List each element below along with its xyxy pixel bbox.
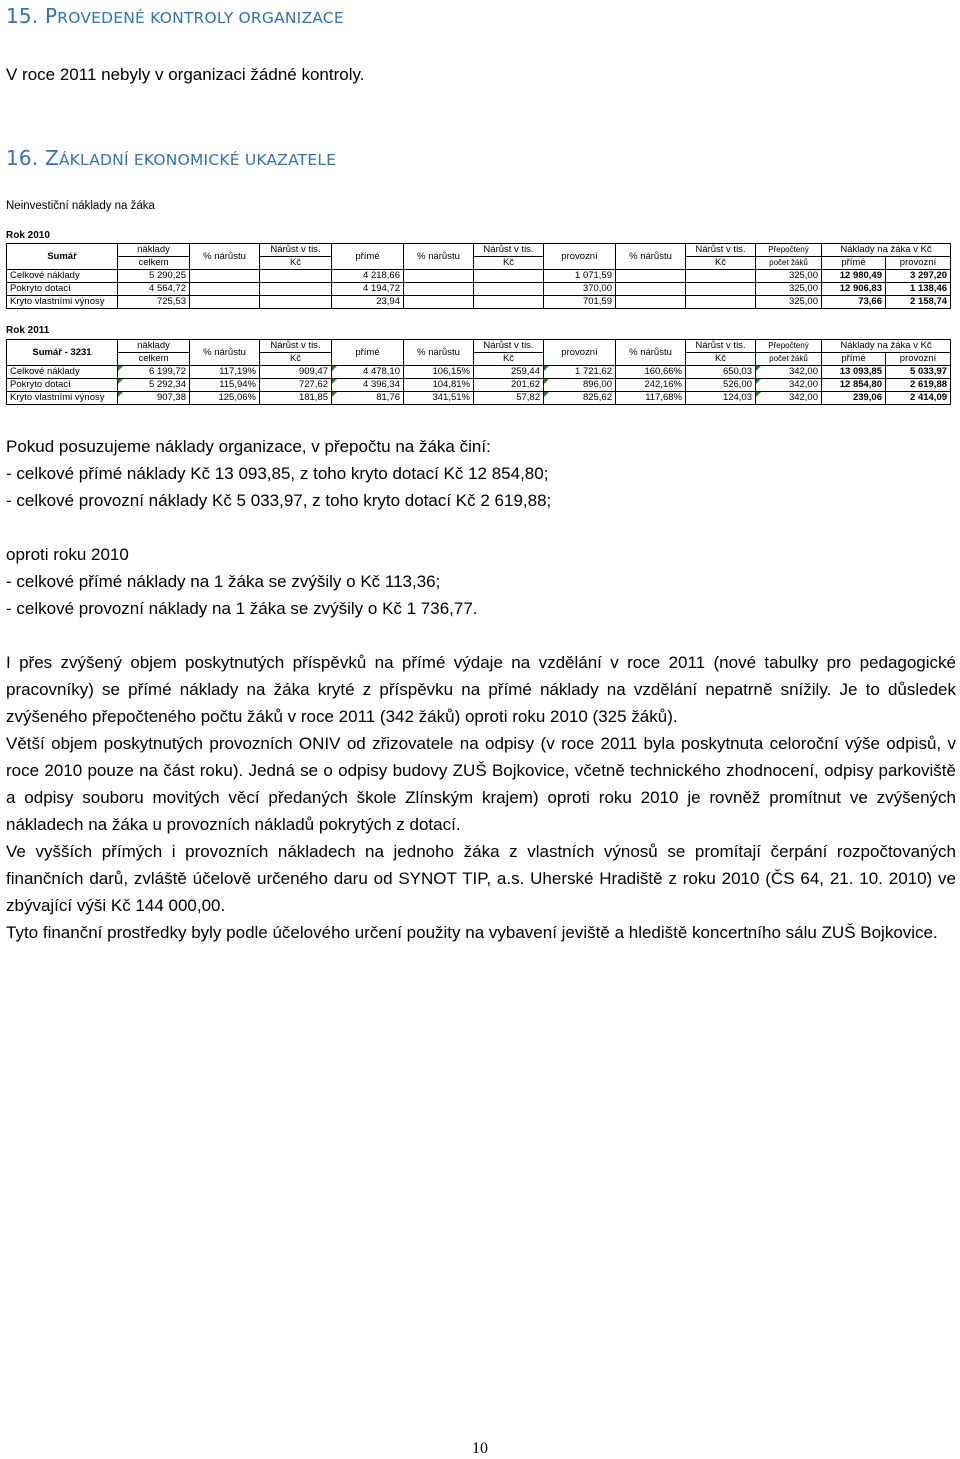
paragraph: Tyto finanční prostředky byly podle účelového určení použity na vybavení jeviště a hlediště koncertního sálu ZUŠ Bojkovice.: [6, 923, 938, 942]
cell-celkem: 5 292,34: [118, 379, 190, 392]
cell-empty: [404, 270, 474, 283]
col-prime: přímé: [332, 340, 404, 366]
cell-nz-prime: 13 093,85: [822, 366, 886, 379]
col-naklady-celkem: náklady: [118, 340, 190, 353]
cell-pct: 160,66%: [616, 366, 686, 379]
col-naklady-na-zaka: Náklady na žáka v Kč: [822, 244, 951, 257]
cell-empty: [190, 296, 260, 309]
col-nz-prime: přímé: [822, 257, 886, 270]
table-row: [7, 296, 951, 309]
cell-prime: 81,76: [332, 392, 404, 405]
table-2011: [6, 339, 951, 405]
cell-nz-provozni: 3 297,20: [886, 270, 951, 283]
page-number: 10: [472, 1440, 488, 1457]
cell-empty: [190, 270, 260, 283]
table-header-row: [7, 244, 951, 257]
cell-nz-provozni: 2 158,74: [886, 296, 951, 309]
cell-pct: 104,81%: [404, 379, 474, 392]
col-prime: přímé: [332, 244, 404, 270]
col-narust: Nárůst v tis.: [474, 244, 544, 257]
cell-pocet: 325,00: [756, 296, 822, 309]
section-15-title: 15. PROVEDENÉ KONTROLY ORGANIZACE: [6, 4, 344, 28]
col-provozni: provozní: [544, 244, 616, 270]
col-naklady-celkem-2: celkem: [118, 353, 190, 366]
col-narust: Nárůst v tis.: [686, 244, 756, 257]
cell-pct: 106,15%: [404, 366, 474, 379]
cell-narust: 57,82: [474, 392, 544, 405]
row-label: Celkové náklady: [7, 270, 118, 283]
col-pct-narustu: % nárůstu: [616, 244, 686, 270]
cell-pct: 125,06%: [190, 392, 260, 405]
summary-line: oproti roku 2010: [6, 545, 129, 564]
cell-empty: [686, 283, 756, 296]
year-2011-label: Rok 2011: [6, 325, 50, 336]
cell-nz-prime: 12 854,80: [822, 379, 886, 392]
summary-line: - celkové provozní náklady na 1 žáka se zvýšily o Kč 1 736,77.: [6, 599, 478, 618]
cell-pct: 117,68%: [616, 392, 686, 405]
cell-provozni: 1 071,59: [544, 270, 616, 283]
cell-nz-prime: 239,06: [822, 392, 886, 405]
cell-pocet: 342,00: [756, 366, 822, 379]
cell-celkem: 4 564,72: [118, 283, 190, 296]
col-pct-narustu: % nárůstu: [616, 340, 686, 366]
cell-nz-provozni: 1 138,46: [886, 283, 951, 296]
col-nz-prime: přímé: [822, 353, 886, 366]
cell-celkem: 6 199,72: [118, 366, 190, 379]
col-pocet-zaku: počet žáků: [756, 353, 822, 366]
cell-pct: 117,19%: [190, 366, 260, 379]
cell-narust: 259,44: [474, 366, 544, 379]
col-narust-kc: Kč: [260, 257, 332, 270]
section-16-title: 16. ZÁKLADNÍ EKONOMICKÉ UKAZATELE: [6, 146, 337, 170]
col-narust: Nárůst v tis.: [260, 340, 332, 353]
col-pct-narustu: % nárůstu: [190, 244, 260, 270]
col-naklady-na-zaka: Náklady na žáka v Kč: [822, 340, 951, 353]
cell-empty: [616, 283, 686, 296]
cell-empty: [616, 270, 686, 283]
cell-provozni: 825,62: [544, 392, 616, 405]
table-header-row: [7, 257, 951, 270]
col-nz-provozni: provozní: [886, 353, 951, 366]
col-naklady-celkem: náklady: [118, 244, 190, 257]
col-pct-narustu: % nárůstu: [404, 244, 474, 270]
body-text: [6, 649, 956, 946]
cell-empty: [616, 296, 686, 309]
cell-nz-prime: 12 980,49: [822, 270, 886, 283]
paragraph: Větší objem poskytnutých provozních ONIV od zřizovatele na odpisy (v roce 2011 byla poskytnuta celoroční výše odpisů, v roce 2010 pouze na část roku). Jedná se o odpisy budovy ZUŠ Bojkovice, včetně technického zhodnocení, odpisy parkoviště a odpisy souboru movitých věcí předaných škole Zlínským krajem) oproti roku 2010 je rovněž promítnut ve zvýšených nákladech na žáka u provozních nákladů pokrytých z dotací.: [6, 734, 956, 834]
cell-nz-provozni: 2 619,88: [886, 379, 951, 392]
col-prepocteny: Přepočtený: [756, 340, 822, 353]
col-provozni: provozní: [544, 340, 616, 366]
cell-provozni: 1 721,62: [544, 366, 616, 379]
cell-empty: [404, 296, 474, 309]
section-15-text: V roce 2011 nebyly v organizaci žádné kontroly.: [6, 65, 365, 84]
cell-empty: [474, 296, 544, 309]
table-header-row: [7, 353, 951, 366]
row-label: Pokryto dotací: [7, 379, 118, 392]
cell-pocet: 325,00: [756, 283, 822, 296]
col-narust-kc: Kč: [686, 353, 756, 366]
cell-provozni: 701,59: [544, 296, 616, 309]
summary-line: Pokud posuzujeme náklady organizace, v přepočtu na žáka činí:: [6, 437, 491, 456]
col-narust: Nárůst v tis.: [686, 340, 756, 353]
cell-nz-prime: 12 906,83: [822, 283, 886, 296]
cell-prime: 4 396,34: [332, 379, 404, 392]
cell-empty: [190, 283, 260, 296]
cell-prime: 4 478,10: [332, 366, 404, 379]
cell-empty: [260, 296, 332, 309]
cell-provozni: 896,00: [544, 379, 616, 392]
row-label: Celkové náklady: [7, 366, 118, 379]
cell-pocet: 325,00: [756, 270, 822, 283]
table-row: [7, 270, 951, 283]
col-narust-kc: Kč: [474, 353, 544, 366]
cell-celkem: 725,53: [118, 296, 190, 309]
cell-narust: 124,03: [686, 392, 756, 405]
summary-line: - celkové provozní náklady Kč 5 033,97, z toho kryto dotací Kč 2 619,88;: [6, 491, 552, 510]
cell-pct: 341,51%: [404, 392, 474, 405]
col-narust-kc: Kč: [474, 257, 544, 270]
cell-nz-provozni: 5 033,97: [886, 366, 951, 379]
summary-line: - celkové přímé náklady na 1 žáka se zvýšily o Kč 113,36;: [6, 572, 441, 591]
table-caption: Neinvestiční náklady na žáka: [6, 200, 155, 212]
cell-provozni: 370,00: [544, 283, 616, 296]
cell-empty: [404, 283, 474, 296]
cell-empty: [474, 270, 544, 283]
col-pocet-zaku: počet žáků: [756, 257, 822, 270]
col-pct-narustu: % nárůstu: [404, 340, 474, 366]
cell-narust: 909,47: [260, 366, 332, 379]
cell-prime: 4 218,66: [332, 270, 404, 283]
cell-empty: [260, 270, 332, 283]
year-2010-label: Rok 2010: [6, 230, 50, 241]
table-row: [7, 379, 951, 392]
cell-nz-provozni: 2 414,09: [886, 392, 951, 405]
row-label: Kryto vlastními výnosy: [7, 392, 118, 405]
cell-narust: 201,62: [474, 379, 544, 392]
cell-empty: [686, 270, 756, 283]
cell-pocet: 342,00: [756, 379, 822, 392]
row-label: Pokryto dotací: [7, 283, 118, 296]
table-row: [7, 366, 951, 379]
cell-prime: 4 194,72: [332, 283, 404, 296]
table-row: [7, 392, 951, 405]
paragraph: Ve vyšších přímých i provozních nákladech na jednoho žáka z vlastních výnosů se promítají čerpání rozpočtovaných finančních darů, zvláště účelově určeného daru od SYNOT TIP, a.s. Uherské Hradiště z roku 2010 (ČS 64, 21. 10. 2010) ve zbývající výši Kč 144 000,00.: [6, 842, 956, 915]
table-corner: Sumář: [7, 244, 118, 270]
cell-narust: 727,62: [260, 379, 332, 392]
col-narust: Nárůst v tis.: [474, 340, 544, 353]
cell-empty: [260, 283, 332, 296]
summary-line: - celkové přímé náklady Kč 13 093,85, z toho kryto dotací Kč 12 854,80;: [6, 464, 549, 483]
col-narust-kc: Kč: [686, 257, 756, 270]
cell-celkem: 907,38: [118, 392, 190, 405]
table-header-row: [7, 340, 951, 353]
cell-narust: 181,85: [260, 392, 332, 405]
cell-nz-prime: 73,66: [822, 296, 886, 309]
cell-empty: [686, 296, 756, 309]
cell-pocet: 342,00: [756, 392, 822, 405]
cell-celkem: 5 290,25: [118, 270, 190, 283]
paragraph: I přes zvýšený objem poskytnutých příspěvků na přímé výdaje na vzdělání v roce 2011 (nové tabulky pro pedagogické pracovníky) se přímé náklady na žáka kryté z příspěvku na přímé náklady na vzdělání nepatrně snížily. Je to důsledek zvýšeného přepočteného počtu žáků v roce 2011 (342 žáků) oproti roku 2010 (325 žáků).: [6, 653, 956, 726]
table-corner: Sumář - 3231: [7, 340, 118, 366]
row-label: Kryto vlastními výnosy: [7, 296, 118, 309]
cell-prime: 23,94: [332, 296, 404, 309]
col-narust: Nárůst v tis.: [260, 244, 332, 257]
cell-pct: 115,94%: [190, 379, 260, 392]
table-2010: [6, 243, 951, 309]
cell-empty: [474, 283, 544, 296]
cell-narust: 526,00: [686, 379, 756, 392]
col-pct-narustu: % nárůstu: [190, 340, 260, 366]
cell-narust: 650,03: [686, 366, 756, 379]
table-row: [7, 283, 951, 296]
cell-pct: 242,16%: [616, 379, 686, 392]
col-naklady-celkem-2: celkem: [118, 257, 190, 270]
col-narust-kc: Kč: [260, 353, 332, 366]
col-nz-provozni: provozní: [886, 257, 951, 270]
col-prepocteny: Přepočtený: [756, 244, 822, 257]
